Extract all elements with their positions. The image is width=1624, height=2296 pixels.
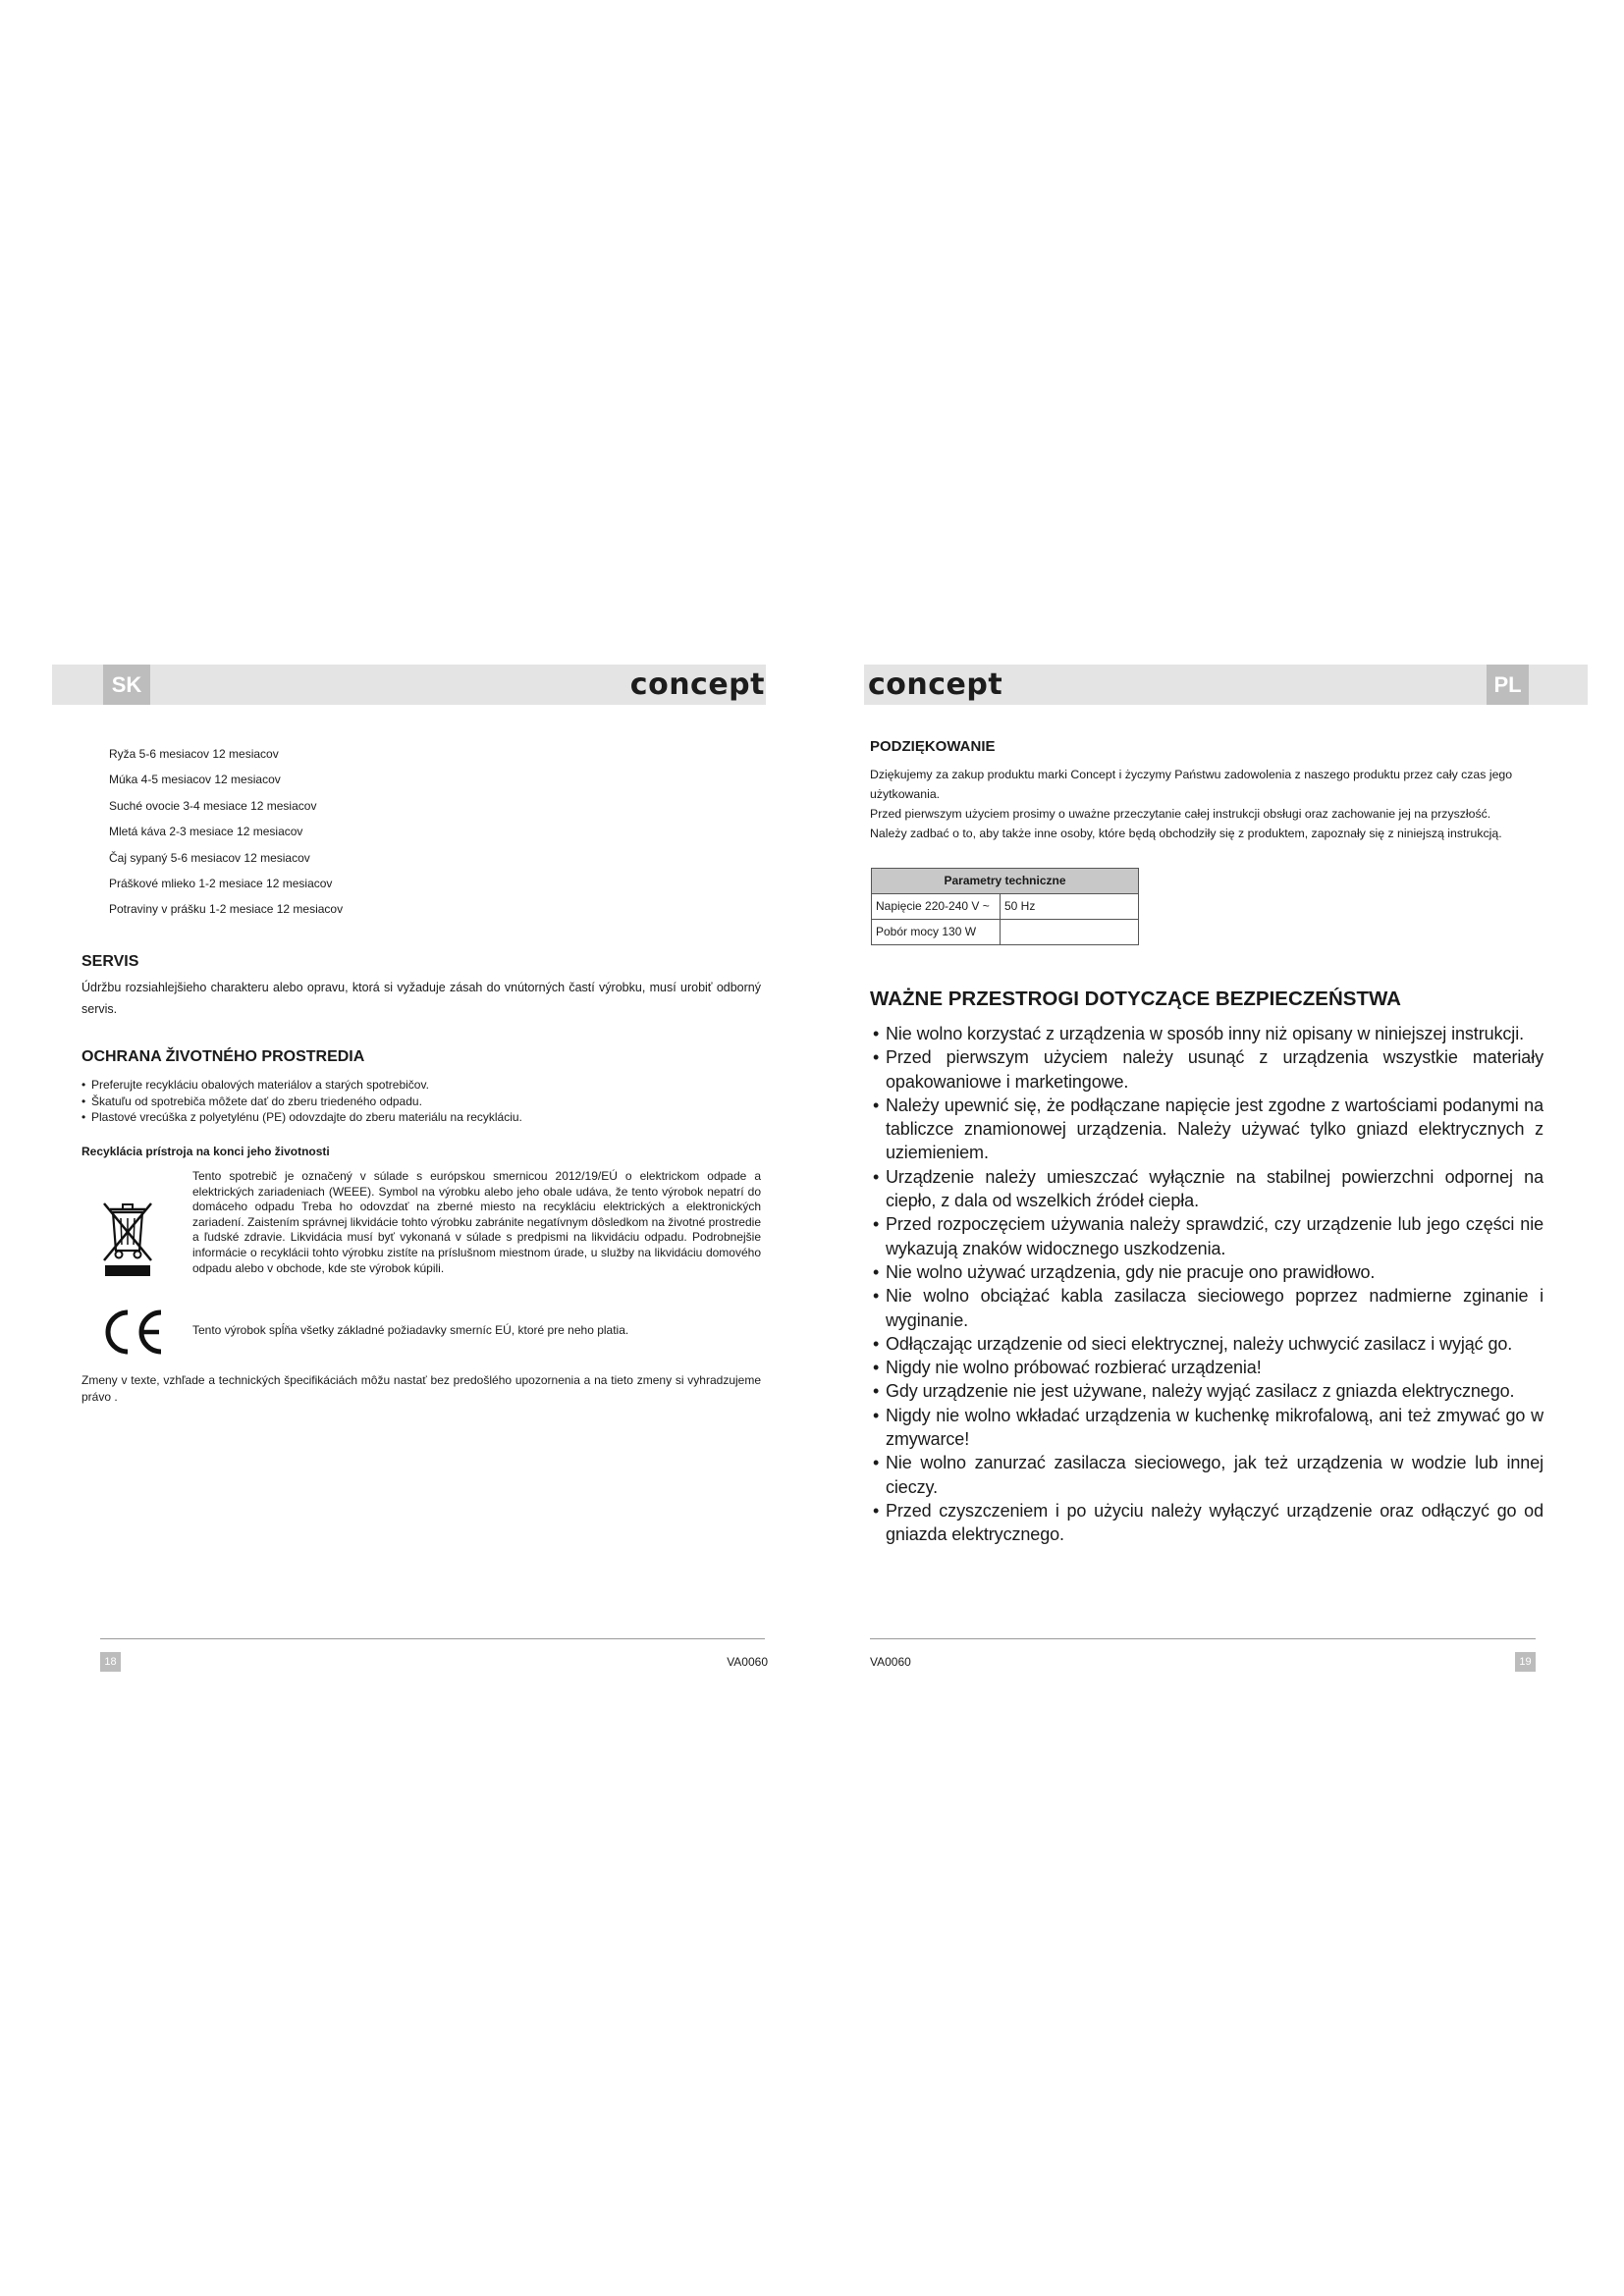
list-item: Mletá káva 2-3 mesiace 12 mesiacov — [109, 825, 303, 839]
list-item: • Urządzenie należy umieszczać wyłącznie na stabilnej powierzchni odpornej na ciepło, z dala od wszelkich źródeł ciepła. — [870, 1165, 1543, 1213]
list-item: • Nigdy nie wolno próbować rozbierać urządzenia! — [870, 1356, 1543, 1379]
list-item: Potraviny v prášku 1-2 mesiace 12 mesiacov — [109, 902, 344, 917]
list-item: • Przed pierwszym użyciem należy usunąć z urządzenia wszystkie materiały opakowaniowe i marketingowe. — [870, 1045, 1543, 1094]
language-badge-pl: PL — [1487, 665, 1529, 705]
list-item: Ryža 5-6 mesiacov 12 mesiacov — [109, 747, 279, 761]
recycling-heading: Recyklácia prístroja na konci jeho životnosti — [81, 1145, 330, 1158]
thanks-heading: PODZIĘKOWANIE — [870, 738, 996, 755]
list-item: • Nie wolno używać urządzenia, gdy nie pracuje ono prawidłowo. — [870, 1260, 1543, 1284]
list-item: • Gdy urządzenie nie jest używane, należy wyjąć zasilacz z gniazda elektrycznego. — [870, 1379, 1543, 1403]
list-item: • Przed rozpoczęciem używania należy sprawdzić, czy urządzenie lub jego części nie wykazują znaków widocznego uszkodzenia. — [870, 1212, 1543, 1260]
table-cell — [1001, 920, 1139, 945]
list-item: • Plastové vrecúška z polyetylénu (PE) odovzdajte do zberu materiálu na recykláciu. — [81, 1109, 761, 1126]
list-item: • Škatuľu od spotrebiča môžete dať do zberu triedeného odpadu. — [81, 1094, 761, 1110]
table-cell: Pobór mocy 130 W — [872, 920, 1001, 945]
table-cell: Napięcie 220-240 V ~ — [872, 894, 1001, 920]
list-item: • Preferujte recykláciu obalových materiálov a starých spotrebičov. — [81, 1077, 761, 1094]
list-item: • Odłączając urządzenie od sieci elektrycznej, należy uchwycić zasilacz i wyjąć go. — [870, 1332, 1543, 1356]
table-row — [872, 894, 1139, 920]
footer-divider-left — [100, 1638, 765, 1639]
ce-text: Tento výrobok spĺňa všetky základné požiadavky smerníc EÚ, ktoré pre neho platia. — [192, 1323, 629, 1337]
crossed-out-wheelie-bin-icon — [100, 1196, 155, 1278]
list-item: • Nie wolno korzystać z urządzenia w sposób inny niż opisany w niniejszej instrukcji. — [870, 1022, 1543, 1045]
list-item: Práškové mlieko 1-2 mesiace 12 mesiacov — [109, 877, 333, 891]
brand-logo-right: concept — [868, 667, 1003, 702]
weee-text: Tento spotrebič je označený v súlade s európskou smernicou 2012/19/EÚ o elektrickom odpade a elektrických zariadeniach (WEEE). Symbol na výrobku alebo jeho obale udáva, že tento výrobok nepatrí do domáceho odpadu Treba ho odovzdať na zberné miesto na recykláciu elektrických a elektronických zariadení. Zaistením správnej likvidácie tohto výrobku zabránite negatívnym dôsledkom na životné prostredie a ľudské zdravie. Likvidácia musí byť vykonaná v súlade s predpismi na likvidáciu odpadu. Podrobnejšie informácie o recyklácii tohto výrobku zistíte na príslušnom miestnom úrade, u služby na likvidáciu domového odpadu alebo v obchode, kde ste výrobok kúpili. — [192, 1169, 761, 1275]
table-header-row — [872, 869, 1139, 894]
storage-times-list — [109, 741, 343, 923]
safety-list — [870, 1022, 1543, 1547]
model-code-left: VA0060 — [727, 1655, 768, 1669]
disclaimer-text: Zmeny v texte, vzhľade a technických špecifikáciách môžu nastať bez predošlého upozornenia a na tieto zmeny si vyhradzujeme právo . — [81, 1373, 761, 1404]
ce-mark-icon — [98, 1307, 167, 1358]
environment-list — [81, 1077, 761, 1126]
list-item: • Nie wolno obciążać kabla zasilacza sieciowego poprzez nadmierne zginanie i wyginanie. — [870, 1284, 1543, 1332]
language-badge-sk: SK — [103, 665, 150, 705]
list-item: Múka 4-5 mesiacov 12 mesiacov — [109, 773, 281, 787]
list-item: • Przed czyszczeniem i po użyciu należy wyłączyć urządzenie oraz odłączyć go od gniazda elektrycznego. — [870, 1499, 1543, 1547]
safety-heading: WAŻNE PRZESTROGI DOTYCZĄCE BEZPIECZEŃSTWA — [870, 988, 1401, 1010]
thanks-paragraph-2: Przed pierwszym użyciem prosimy o uważne przeczytanie całej instrukcji obsługi oraz zachowanie jej na przyszłość. Należy zadbać o to, aby także inne osoby, które będą obchodziły się z produktem, zapoznały się z niniejszą instrukcją. — [870, 807, 1502, 840]
servis-text: Údržbu rozsiahlejšieho charakteru alebo opravu, ktorá si vyžaduje zásah do vnútorných častí výrobku, musí urobiť odborný servis. — [81, 981, 761, 1016]
list-item: • Należy upewnić się, że podłączane napięcie jest zgodne z wartościami podanymi na tabliczce znamionowej urządzenia. Należy używać tylko gniazd elektrycznych z uziemieniem. — [870, 1094, 1543, 1165]
brand-logo-left: concept — [629, 667, 765, 702]
table-title: Parametry techniczne — [872, 869, 1139, 894]
table-cell: 50 Hz — [1001, 894, 1139, 920]
servis-heading: SERVIS — [81, 953, 139, 970]
thanks-paragraph-1: Dziękujemy za zakup produktu marki Concept i życzymy Państwu zadowolenia z naszego produktu przez cały czas jego użytkowania. — [870, 768, 1513, 801]
list-item: • Nie wolno zanurzać zasilacza sieciowego, jak też urządzenia w wodzie lub innej cieczy. — [870, 1451, 1543, 1499]
technical-parameters-table — [871, 868, 1139, 945]
model-code-right: VA0060 — [870, 1655, 911, 1669]
page-number-left: 18 — [100, 1652, 121, 1672]
table-row — [872, 920, 1139, 945]
page-number-right: 19 — [1515, 1652, 1536, 1672]
list-item: • Nigdy nie wolno wkładać urządzenia w kuchenkę mikrofalową, ani też zmywać go w zmywarce! — [870, 1404, 1543, 1452]
list-item: Suché ovocie 3-4 mesiace 12 mesiacov — [109, 798, 317, 813]
list-item: Čaj sypaný 5-6 mesiacov 12 mesiacov — [109, 850, 310, 865]
footer-divider-right — [870, 1638, 1536, 1639]
environment-heading: OCHRANA ŽIVOTNÉHO PROSTREDIA — [81, 1048, 365, 1065]
